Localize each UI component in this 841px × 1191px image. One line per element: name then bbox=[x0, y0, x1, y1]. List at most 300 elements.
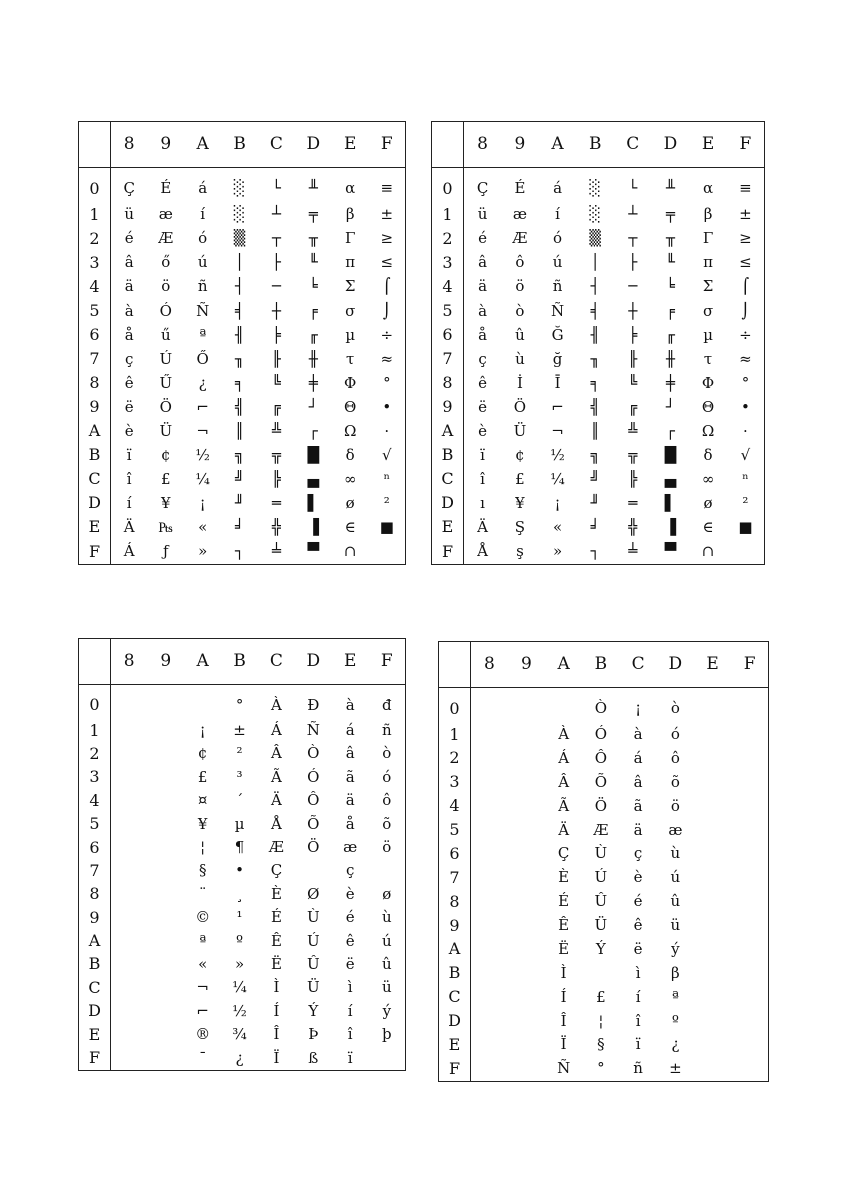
char-cell bbox=[694, 866, 731, 890]
char-cell: ½ bbox=[195, 445, 210, 464]
char-cell: ¸ bbox=[235, 884, 244, 903]
table-row bbox=[439, 770, 769, 794]
column-header: F bbox=[369, 122, 406, 168]
char-cell: ü bbox=[124, 205, 135, 224]
char-cell bbox=[147, 953, 184, 976]
char-cell: ╘ bbox=[665, 277, 675, 296]
char-cell: ╔ bbox=[628, 397, 638, 416]
char-cell bbox=[111, 1023, 148, 1046]
char-cell: » bbox=[552, 542, 563, 561]
table-row bbox=[79, 515, 406, 539]
char-cell: ┌ bbox=[665, 421, 675, 440]
char-cell: É bbox=[160, 179, 172, 198]
row-header: 4 bbox=[439, 794, 471, 818]
table-row bbox=[432, 168, 765, 203]
char-cell: ╩ bbox=[628, 421, 638, 440]
char-cell bbox=[111, 883, 148, 906]
char-cell: ▌ bbox=[307, 493, 320, 512]
char-cell: â bbox=[478, 253, 488, 272]
column-header: A bbox=[545, 642, 582, 688]
char-cell: ± bbox=[380, 205, 394, 224]
row-header: C bbox=[79, 467, 111, 491]
column-header: E bbox=[694, 642, 731, 688]
row-header: 8 bbox=[79, 883, 111, 906]
char-cell: ╝ bbox=[590, 469, 600, 488]
char-cell: τ bbox=[346, 349, 355, 368]
column-header: F bbox=[731, 642, 768, 688]
char-cell: ú bbox=[197, 253, 208, 272]
char-cell: ╞ bbox=[628, 325, 638, 344]
char-cell: ╞ bbox=[271, 325, 281, 344]
char-cell: ò bbox=[515, 301, 525, 320]
char-cell: î bbox=[126, 469, 132, 488]
char-cell bbox=[147, 906, 184, 929]
char-cell: ä bbox=[124, 277, 134, 296]
char-cell: Σ bbox=[702, 277, 714, 296]
char-cell bbox=[508, 842, 545, 866]
char-cell bbox=[111, 906, 148, 929]
char-cell: ª bbox=[199, 325, 207, 344]
char-cell: ¿ bbox=[235, 1048, 244, 1067]
char-cell: ö bbox=[161, 277, 171, 296]
char-cell: ¦ bbox=[598, 1011, 604, 1030]
column-header-row bbox=[439, 642, 769, 688]
char-cell bbox=[731, 723, 768, 747]
char-cell bbox=[694, 794, 731, 818]
char-cell: Ű bbox=[159, 373, 173, 392]
table-row bbox=[439, 818, 769, 842]
table-row bbox=[79, 953, 406, 976]
char-cell: √ bbox=[382, 445, 392, 464]
row-header: A bbox=[79, 419, 111, 443]
row-header: F bbox=[439, 1057, 471, 1082]
char-cell: β bbox=[703, 205, 713, 224]
column-header: 9 bbox=[508, 642, 545, 688]
char-cell: ó bbox=[382, 767, 392, 786]
char-cell: ╡ bbox=[235, 301, 245, 320]
row-header: 1 bbox=[79, 203, 111, 227]
char-cell: ú bbox=[381, 931, 392, 950]
row-header: F bbox=[432, 539, 464, 564]
char-cell: Ù bbox=[594, 844, 608, 863]
char-cell bbox=[471, 818, 508, 842]
table-row bbox=[79, 491, 406, 515]
row-header: B bbox=[439, 961, 471, 985]
char-cell: í bbox=[555, 205, 560, 224]
char-cell bbox=[731, 914, 768, 938]
column-header: 8 bbox=[111, 122, 148, 168]
char-cell: ┐ bbox=[590, 542, 600, 561]
char-cell: ï bbox=[480, 445, 485, 464]
char-cell bbox=[147, 1046, 184, 1070]
char-cell: █ bbox=[307, 445, 320, 464]
char-cell: ¡ bbox=[635, 699, 642, 718]
char-cell: Ç bbox=[123, 179, 135, 198]
char-cell bbox=[147, 719, 184, 742]
char-cell: Û bbox=[594, 892, 608, 911]
char-cell: • bbox=[382, 397, 392, 416]
table-row bbox=[79, 168, 406, 203]
char-cell: đ bbox=[382, 695, 392, 714]
char-cell: ▄ bbox=[664, 469, 677, 488]
char-cell: Ö bbox=[159, 397, 172, 416]
char-cell: Ü bbox=[594, 916, 608, 934]
char-cell: ø bbox=[703, 493, 713, 512]
char-cell: ≈ bbox=[380, 349, 394, 368]
char-cell: £ bbox=[197, 767, 208, 786]
char-cell: é bbox=[633, 892, 643, 911]
table-row bbox=[79, 1046, 406, 1070]
corner-cell bbox=[432, 122, 464, 168]
char-cell bbox=[147, 836, 184, 859]
char-cell: û bbox=[381, 954, 392, 973]
char-cell: │ bbox=[235, 253, 245, 272]
table-row bbox=[79, 347, 406, 371]
char-cell: ¼ bbox=[550, 469, 565, 488]
char-cell: ╜ bbox=[235, 493, 245, 512]
table-row bbox=[79, 906, 406, 929]
char-cell: à bbox=[478, 301, 488, 320]
char-cell: ═ bbox=[271, 493, 281, 512]
row-header: 2 bbox=[79, 742, 111, 765]
char-cell: æ bbox=[668, 820, 683, 839]
char-cell bbox=[694, 842, 731, 866]
char-cell bbox=[147, 1023, 184, 1046]
char-cell: ³ bbox=[236, 767, 243, 786]
row-header: A bbox=[439, 937, 471, 961]
char-cell: ä bbox=[633, 820, 643, 839]
char-cell bbox=[147, 742, 184, 765]
char-cell: Ó bbox=[594, 725, 608, 743]
char-cell: ∈ bbox=[702, 517, 714, 536]
char-cell: ¼ bbox=[195, 469, 210, 488]
char-cell bbox=[369, 859, 406, 882]
char-cell: Σ bbox=[344, 277, 356, 296]
char-cell: Ω bbox=[701, 421, 715, 440]
row-header: F bbox=[79, 539, 111, 564]
table-row bbox=[432, 203, 765, 227]
column-header: C bbox=[620, 642, 657, 688]
char-cell: ° bbox=[597, 1059, 605, 1078]
char-cell: √ bbox=[740, 445, 751, 464]
char-cell: Ñ bbox=[551, 301, 565, 320]
char-cell: Í bbox=[273, 1001, 280, 1020]
char-cell: ë bbox=[478, 397, 487, 416]
char-cell: ╚ bbox=[628, 373, 638, 392]
char-cell bbox=[731, 1033, 768, 1057]
char-cell: ¬ bbox=[196, 421, 209, 440]
char-cell: Ő bbox=[196, 349, 209, 368]
table-row bbox=[79, 789, 406, 812]
char-cell: ² bbox=[236, 744, 243, 763]
table-row bbox=[432, 275, 765, 299]
table-row bbox=[439, 723, 769, 747]
char-cell: ú bbox=[552, 253, 563, 272]
char-cell: µ bbox=[345, 325, 356, 344]
char-cell bbox=[111, 1046, 148, 1070]
char-cell: ╢ bbox=[235, 325, 245, 344]
code-table-4 bbox=[438, 641, 769, 1082]
char-cell: ğ bbox=[552, 349, 563, 368]
row-header: 9 bbox=[432, 395, 464, 419]
table-row bbox=[79, 883, 406, 906]
char-cell: ¥ bbox=[161, 493, 171, 512]
char-cell bbox=[694, 961, 731, 985]
char-cell bbox=[471, 770, 508, 794]
row-header: 7 bbox=[432, 347, 464, 371]
char-cell bbox=[147, 685, 184, 719]
char-cell: ñ bbox=[552, 277, 563, 296]
char-cell bbox=[111, 766, 148, 789]
char-cell: Ö bbox=[513, 397, 527, 416]
char-cell bbox=[508, 866, 545, 890]
char-cell bbox=[147, 883, 184, 906]
char-cell: È bbox=[558, 868, 570, 887]
char-cell: Ó bbox=[159, 301, 172, 320]
char-cell bbox=[508, 937, 545, 961]
char-cell: ╪ bbox=[308, 373, 318, 392]
char-cell bbox=[508, 770, 545, 794]
char-cell: ≤ bbox=[739, 253, 752, 272]
char-cell: à bbox=[345, 695, 355, 714]
char-cell: å bbox=[345, 814, 355, 833]
char-cell bbox=[694, 985, 731, 1009]
char-cell: ≥ bbox=[739, 229, 752, 248]
char-cell: Â bbox=[558, 772, 570, 791]
char-cell: í bbox=[635, 987, 641, 1006]
char-cell bbox=[694, 818, 731, 842]
char-cell: ░ bbox=[589, 179, 601, 198]
column-header: 9 bbox=[147, 639, 184, 685]
char-cell: Ý bbox=[595, 939, 606, 958]
row-header: B bbox=[432, 443, 464, 467]
char-cell: ▒ bbox=[233, 229, 246, 248]
char-cell: Ü bbox=[513, 421, 527, 440]
char-cell: Ğ bbox=[551, 325, 564, 344]
char-cell bbox=[731, 866, 768, 890]
char-cell: σ bbox=[702, 301, 714, 320]
char-cell: ∩ bbox=[701, 542, 715, 561]
table-row bbox=[79, 275, 406, 299]
table-row bbox=[79, 203, 406, 227]
char-cell: à bbox=[124, 301, 134, 320]
char-cell: Ù bbox=[306, 908, 320, 927]
row-header: 6 bbox=[439, 842, 471, 866]
column-header: 9 bbox=[501, 122, 539, 168]
corner-cell bbox=[439, 642, 471, 688]
char-cell: ý bbox=[382, 1001, 392, 1020]
char-cell: § bbox=[198, 861, 207, 880]
char-cell: ä bbox=[345, 791, 355, 810]
table-row bbox=[432, 491, 765, 515]
char-cell: Φ bbox=[344, 373, 357, 392]
table-row bbox=[79, 419, 406, 443]
char-cell: É bbox=[514, 179, 526, 198]
char-cell: Ã bbox=[271, 767, 282, 786]
char-cell: ░ bbox=[589, 205, 601, 224]
char-cell: ╬ bbox=[271, 517, 281, 536]
row-header: E bbox=[439, 1033, 471, 1057]
column-header-row bbox=[432, 122, 765, 168]
table-row bbox=[432, 467, 765, 491]
corner-cell bbox=[79, 122, 111, 168]
char-cell: ÷ bbox=[739, 325, 752, 344]
char-cell: ¢ bbox=[515, 445, 525, 464]
char-cell: ù bbox=[670, 844, 681, 863]
char-cell: ╔ bbox=[271, 397, 281, 416]
char-cell: Ý bbox=[308, 1001, 319, 1020]
row-header: D bbox=[432, 491, 464, 515]
column-header: E bbox=[332, 639, 369, 685]
char-cell: Ī bbox=[554, 373, 561, 392]
table-row bbox=[432, 419, 765, 443]
char-cell: ╪ bbox=[665, 373, 675, 392]
char-cell: å bbox=[478, 325, 488, 344]
char-cell: £ bbox=[596, 987, 606, 1006]
char-cell: â bbox=[124, 253, 134, 272]
char-cell bbox=[545, 688, 582, 723]
char-cell bbox=[471, 1009, 508, 1033]
char-cell bbox=[471, 985, 508, 1009]
char-cell bbox=[694, 937, 731, 961]
char-cell: ╨ bbox=[665, 179, 675, 198]
row-header: 5 bbox=[79, 299, 111, 323]
char-cell: ç bbox=[633, 844, 643, 863]
char-cell: ± bbox=[233, 721, 246, 740]
row-header: 4 bbox=[432, 275, 464, 299]
char-cell: é bbox=[124, 229, 134, 248]
row-header: 8 bbox=[432, 371, 464, 395]
row-header: 6 bbox=[79, 323, 111, 347]
char-cell: è bbox=[124, 421, 134, 440]
char-cell: ë bbox=[345, 954, 355, 973]
char-cell: ° bbox=[383, 373, 391, 392]
char-cell: ╡ bbox=[590, 301, 600, 320]
char-cell: ╠ bbox=[628, 469, 638, 488]
row-header: D bbox=[439, 1009, 471, 1033]
char-cell bbox=[471, 842, 508, 866]
char-cell: Ò bbox=[307, 744, 320, 763]
char-cell: ó bbox=[198, 229, 208, 248]
table-row bbox=[432, 539, 765, 564]
char-cell bbox=[731, 1057, 768, 1082]
table-row bbox=[439, 1057, 769, 1082]
table-row bbox=[439, 866, 769, 890]
char-cell bbox=[369, 1046, 406, 1070]
row-header: 0 bbox=[439, 688, 471, 723]
char-cell: ¡ bbox=[199, 493, 206, 512]
char-cell bbox=[147, 766, 184, 789]
char-cell: ¹ bbox=[236, 908, 243, 927]
char-cell: Ç bbox=[270, 861, 283, 880]
char-cell bbox=[111, 812, 148, 835]
char-cell: π bbox=[345, 253, 356, 272]
char-cell bbox=[147, 929, 184, 952]
char-cell: π bbox=[703, 253, 713, 272]
column-header: C bbox=[614, 122, 652, 168]
char-cell bbox=[111, 742, 148, 765]
char-cell: « bbox=[198, 954, 208, 973]
char-cell: Î bbox=[273, 1025, 280, 1044]
char-cell: Θ bbox=[701, 397, 715, 416]
char-cell: ═ bbox=[628, 493, 638, 512]
char-cell: ┌ bbox=[308, 421, 318, 440]
row-header: C bbox=[439, 985, 471, 1009]
char-cell: ± bbox=[669, 1059, 682, 1078]
char-cell: ⌐ bbox=[196, 1001, 209, 1020]
char-cell: ƒ bbox=[163, 542, 169, 561]
char-cell: Ö bbox=[594, 796, 608, 815]
char-cell: ⌐ bbox=[551, 397, 564, 416]
char-cell: ╥ bbox=[308, 229, 318, 248]
char-cell: ® bbox=[195, 1025, 211, 1044]
table-row bbox=[79, 443, 406, 467]
char-cell bbox=[111, 1000, 148, 1023]
table-row bbox=[79, 395, 406, 419]
char-cell: ¢ bbox=[197, 744, 208, 763]
corner-cell bbox=[79, 639, 111, 685]
char-cell: ñ bbox=[381, 721, 392, 740]
char-cell bbox=[471, 794, 508, 818]
char-cell: ╢ bbox=[590, 325, 600, 344]
char-cell bbox=[731, 937, 768, 961]
char-cell: ▐ bbox=[664, 517, 677, 536]
char-cell: ║ bbox=[235, 421, 245, 440]
char-cell bbox=[731, 818, 768, 842]
char-cell: ┼ bbox=[628, 301, 638, 320]
table-row bbox=[79, 766, 406, 789]
char-cell bbox=[111, 789, 148, 812]
char-cell: Ä bbox=[271, 791, 282, 810]
char-cell: ¡ bbox=[199, 721, 206, 740]
char-cell: Ç bbox=[476, 179, 489, 198]
char-cell: ê bbox=[478, 373, 487, 392]
char-cell: ╛ bbox=[590, 517, 600, 536]
char-cell bbox=[694, 914, 731, 938]
char-cell: é bbox=[478, 229, 487, 248]
table-row bbox=[79, 742, 406, 765]
column-header: 8 bbox=[111, 639, 148, 685]
row-header: 2 bbox=[439, 746, 471, 770]
row-header: 3 bbox=[432, 251, 464, 275]
char-cell: ý bbox=[671, 939, 680, 958]
char-cell: ° bbox=[741, 373, 750, 392]
char-cell: ½ bbox=[550, 445, 565, 464]
char-cell: ╓ bbox=[665, 325, 675, 344]
char-cell bbox=[508, 961, 545, 985]
char-cell: þ bbox=[382, 1025, 392, 1044]
char-cell bbox=[694, 1057, 731, 1082]
table-row bbox=[79, 227, 406, 251]
char-cell bbox=[508, 1009, 545, 1033]
char-cell: ─ bbox=[628, 277, 638, 296]
table-row bbox=[432, 299, 765, 323]
char-cell: ┴ bbox=[628, 205, 638, 224]
column-header: 8 bbox=[471, 642, 508, 688]
char-cell: Ä bbox=[477, 517, 488, 536]
row-header: 4 bbox=[79, 275, 111, 299]
table-row bbox=[79, 299, 406, 323]
row-header: 0 bbox=[79, 168, 111, 203]
char-cell: ² bbox=[383, 493, 390, 512]
char-cell bbox=[731, 770, 768, 794]
char-cell: É bbox=[270, 908, 282, 927]
table-row bbox=[439, 914, 769, 938]
char-cell: ù bbox=[381, 908, 392, 927]
row-header: 2 bbox=[79, 227, 111, 251]
table-row bbox=[79, 859, 406, 882]
column-header-row bbox=[79, 122, 406, 168]
